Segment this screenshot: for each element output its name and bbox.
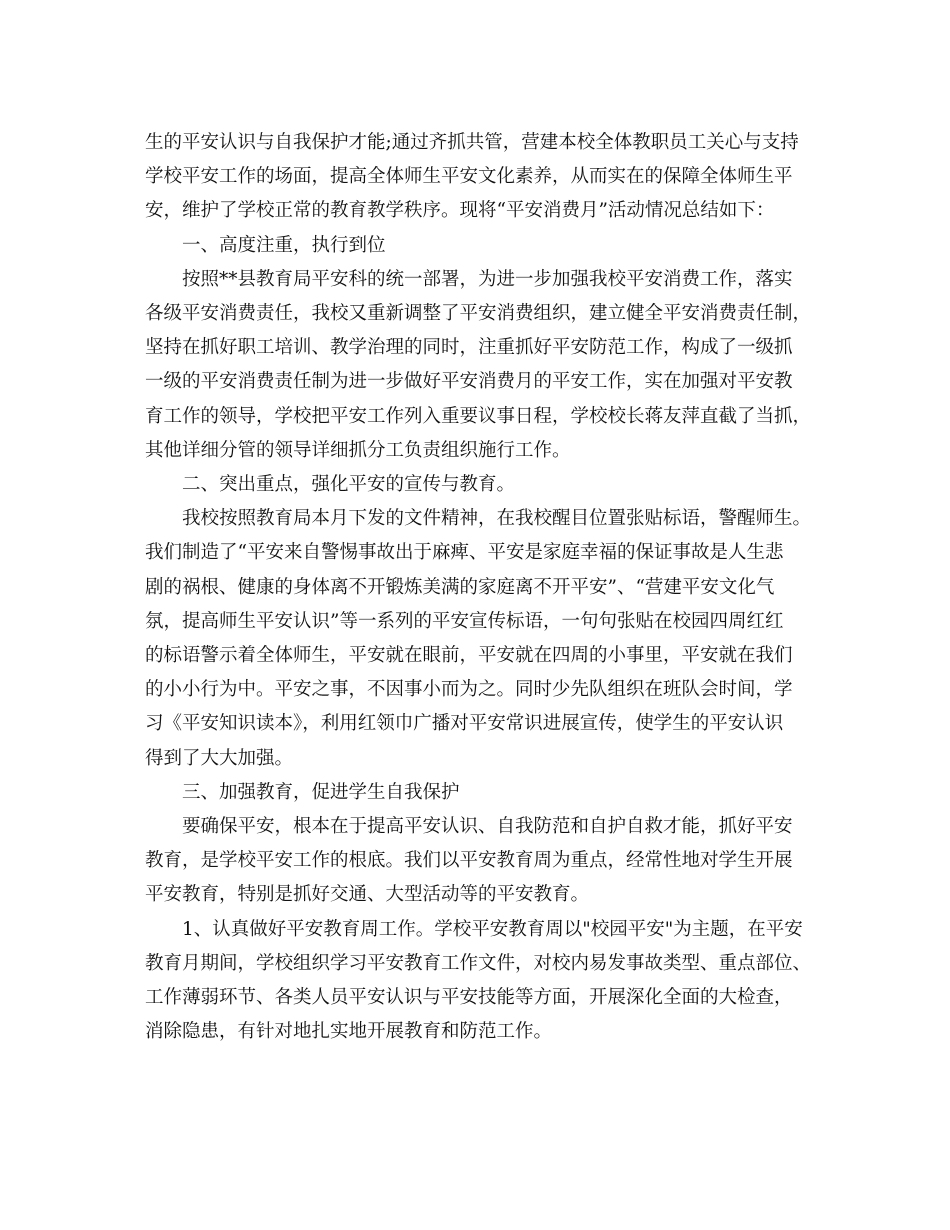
- text-line: 一级的平安消费责任制为进一步做好平安消费月的平安工作，实在加强对平安教: [145, 371, 793, 393]
- text-line: 得到了大大加强。: [145, 747, 294, 769]
- paragraph-section-3: [145, 810, 815, 913]
- text-line: 教育月期间，学校组织学习平安教育工作文件，对校内易发事故类型、重点部位、: [145, 952, 812, 974]
- text-line: 1、认真做好平安教育周工作。学校平安教育周以"校园平安"为主题，在平安: [182, 918, 803, 940]
- section-heading-2: [145, 468, 815, 502]
- text-line: 育工作的领导，学校把平安工作列入重要议事日程，学校校长蒋友萍直截了当抓，: [145, 405, 812, 427]
- text-line: 其他详细分管的领导详细抓分工负责组织施行工作。: [145, 439, 571, 461]
- text-line: 剧的祸根、健康的身体离不开锻炼美满的家庭离不开平安”、“营建平安文化气: [145, 576, 775, 598]
- text-line: 我们制造了“平安来自警惕事故出于麻痺、平安是家庭幸福的保证事故是人生悲: [145, 542, 784, 564]
- section-heading-3: [145, 776, 815, 810]
- paragraph-item-1: [145, 913, 815, 1050]
- text-line: 的标语警示着全体师生，平安就在眼前，平安就在四周的小事里，平安就在我们: [145, 645, 793, 667]
- text-line: 安，维护了学校正常的教育教学秩序。现将“平安消费月”活动情况总结如下：: [145, 200, 775, 222]
- paragraph-intro-continuation: [145, 126, 815, 229]
- text-line: 各级平安消费责任，我校又重新调整了平安消费组织，建立健全平安消费责任制，: [145, 303, 812, 325]
- heading-text: 一、高度注重，执行到位: [182, 234, 386, 256]
- paragraph-section-2: [145, 502, 815, 776]
- paragraph-section-1: [145, 263, 815, 468]
- text-line: 平安教育，特别是抓好交通、大型活动等的平安教育。: [145, 884, 590, 906]
- text-line: 教育，是学校平安工作的根底。我们以平安教育周为重点，经常性地对学生开展: [145, 850, 793, 872]
- text-line: 习《平安知识读本》，利用红领巾广播对平安常识进展宣传，使学生的平安认识: [145, 713, 784, 735]
- text-line: 学校平安工作的场面，提高全体师生平安文化素养，从而实在的保障全体师生平: [145, 166, 793, 188]
- heading-text: 二、突出重点，强化平安的宣传与教育。: [182, 474, 516, 496]
- text-line: 坚持在抓好职工培训、教学治理的同时，注重抓好平安防范工作，构成了一级抓: [145, 337, 793, 359]
- text-line: 工作薄弱环节、各类人员平安认识与平安技能等方面，开展深化全面的大检查，: [145, 987, 793, 1009]
- document-body: [145, 126, 815, 1049]
- text-line: 的小小行为中。平安之事，不因事小而为之。同时少先队组织在班队会时间，学: [145, 679, 793, 701]
- text-line: 氛，提高师生平安认识”等一系列的平安宣传标语，一句句张贴在校园四周红红: [145, 610, 784, 632]
- heading-text: 三、加强教育，促进学生自我保护: [182, 781, 460, 803]
- text-line: 消除隐患，有针对地扎实地开展教育和防范工作。: [145, 1021, 553, 1043]
- text-line: 生的平安认识与自我保护才能;通过齐抓共管，营建本校全体教职员工关心与支持: [145, 132, 799, 153]
- text-line: 按照**县教育局平安科的统一部署，为进一步加强我校平安消费工作，落实: [182, 268, 793, 290]
- section-heading-1: [145, 229, 815, 263]
- text-line: 要确保平安，根本在于提高平安认识、自我防范和自护自救才能，抓好平安: [182, 816, 793, 838]
- text-line: 我校按照教育局本月下发的文件精神，在我校醒目位置张贴标语，警醒师生。: [182, 508, 812, 530]
